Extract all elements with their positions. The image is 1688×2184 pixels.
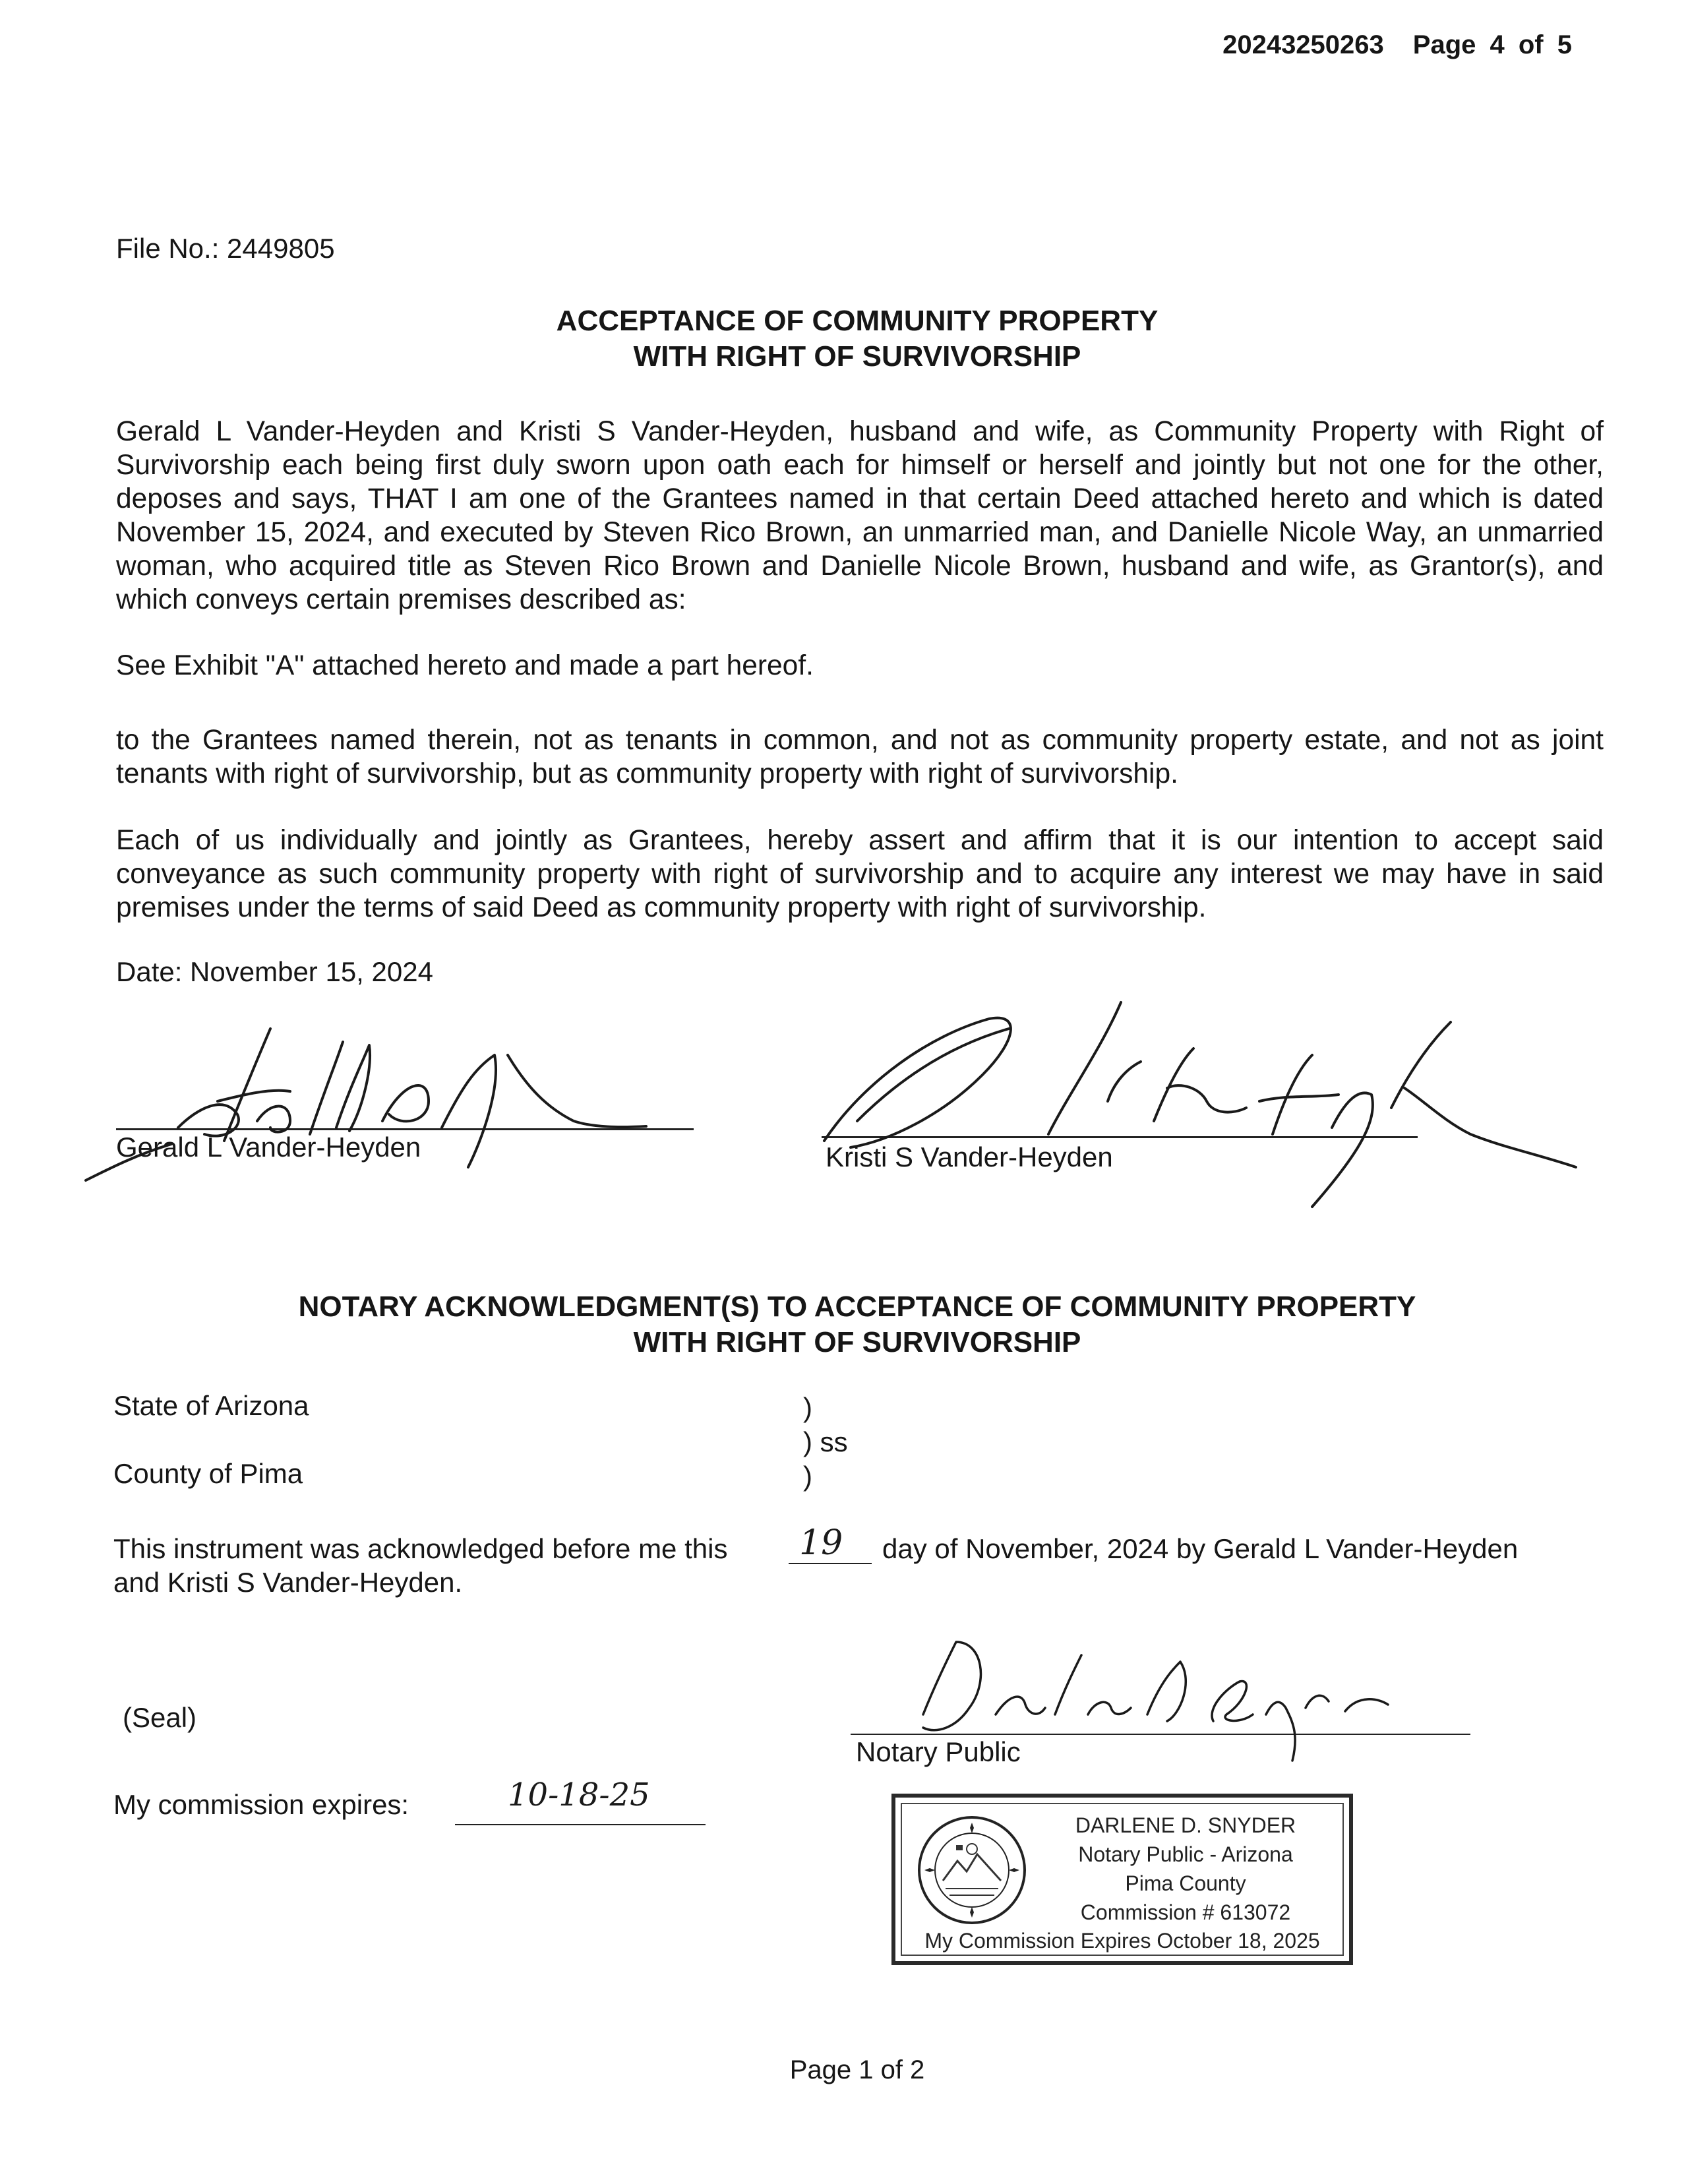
notary-stamp-commission: Commission # 613072	[1080, 1900, 1291, 1924]
body-paragraph-3: to the Grantees named therein, not as tenants in common, and not as community property estate, and not as joint tenants with right of survivorship, but as community property with right of survivorship.	[116, 725, 1604, 789]
body-paragraph-2: See Exhibit "A" attached hereto and made a part hereof.	[116, 650, 814, 681]
document-title-line-1: ACCEPTANCE OF COMMUNITY PROPERTY	[556, 305, 1159, 337]
notary-public-label: Notary Public	[856, 1736, 1021, 1767]
notary-title-line-1: NOTARY ACKNOWLEDGMENT(S) TO ACCEPTANCE OF COMMUNITY PROPERTY	[298, 1290, 1416, 1323]
venue-paren-bottom: )	[803, 1461, 812, 1492]
venue-state: State of Arizona	[113, 1390, 309, 1421]
notary-stamp-expiration: My Commission Expires October 18, 2025	[924, 1929, 1320, 1953]
notary-title	[0, 1289, 1688, 1360]
acknowledgment-text-line-2: and Kristi S Vander-Heyden.	[113, 1567, 463, 1598]
document-title-line-2: WITH RIGHT OF SURVIVORSHIP	[633, 340, 1081, 373]
acknowledgment-text-after: day of November, 2024 by Gerald L Vander-Heyden	[882, 1533, 1519, 1564]
commission-expires-value: 10-18-25	[508, 1776, 650, 1813]
commission-expires-line	[455, 1824, 706, 1825]
page-footer: Page 1 of 2	[789, 2055, 925, 2084]
notary-stamp-title: Notary Public - Arizona	[1078, 1842, 1293, 1866]
signer-1-name: Gerald L Vander-Heyden	[116, 1132, 421, 1163]
file-number: File No.: 2449805	[116, 233, 335, 264]
arizona-seal-icon	[917, 1815, 1027, 1926]
seal-label: (Seal)	[123, 1702, 197, 1733]
acknowledgment-text-before: This instrument was acknowledged before me this	[113, 1533, 728, 1564]
document-title	[0, 303, 1688, 375]
body-paragraph-4: Each of us individually and jointly as Grantees, hereby assert and affirm that it is our intention to accept said conveyance as such community property with right of survivorship and to acquire any interest we may have in said premises under the terms of said Deed as community property with right of survivorship.	[116, 825, 1604, 923]
commission-expires-label: My commission expires:	[113, 1789, 409, 1820]
notary-stamp-text	[1040, 1811, 1331, 1927]
venue-paren-top: )	[803, 1392, 812, 1423]
recording-number: 20243250263	[1222, 30, 1384, 59]
date-line: Date: November 15, 2024	[116, 956, 433, 987]
notary-stamp-county: Pima County	[1125, 1871, 1246, 1895]
venue-ss: ) ss	[803, 1426, 848, 1457]
notary-stamp	[891, 1794, 1353, 1965]
acknowledgment-day: 19	[799, 1523, 843, 1563]
venue-county: County of Pima	[113, 1458, 303, 1489]
signature-kristi	[811, 989, 1589, 1227]
body-paragraph-1: Gerald L Vander-Heyden and Kristi S Vander-Heyden, husband and wife, as Community Property with Right of Survivorship each being first duly sworn upon oath each for himself or herself and jointly but not one for the other, deposes and says, THAT I am one of the Grantees named in that certain Deed attached hereto and which is dated November 15, 2024, and executed by Steven Rico Brown, an unmarried man, and Danielle Nicole Way, an unmarried woman, who acquired title as Steven Rico Brown and Danielle Nicole Brown, husband and wife, as Grantor(s), and which conveys certain premises described as:	[116, 416, 1604, 615]
notary-title-line-2: WITH RIGHT OF SURVIVORSHIP	[633, 1326, 1081, 1358]
notary-stamp-name: DARLENE D. SNYDER	[1075, 1813, 1296, 1837]
signer-2-name: Kristi S Vander-Heyden	[826, 1141, 1113, 1172]
acknowledgment-day-line	[789, 1563, 872, 1564]
page-header	[1222, 30, 1572, 60]
page-number: Page 4 of 5	[1412, 30, 1572, 59]
